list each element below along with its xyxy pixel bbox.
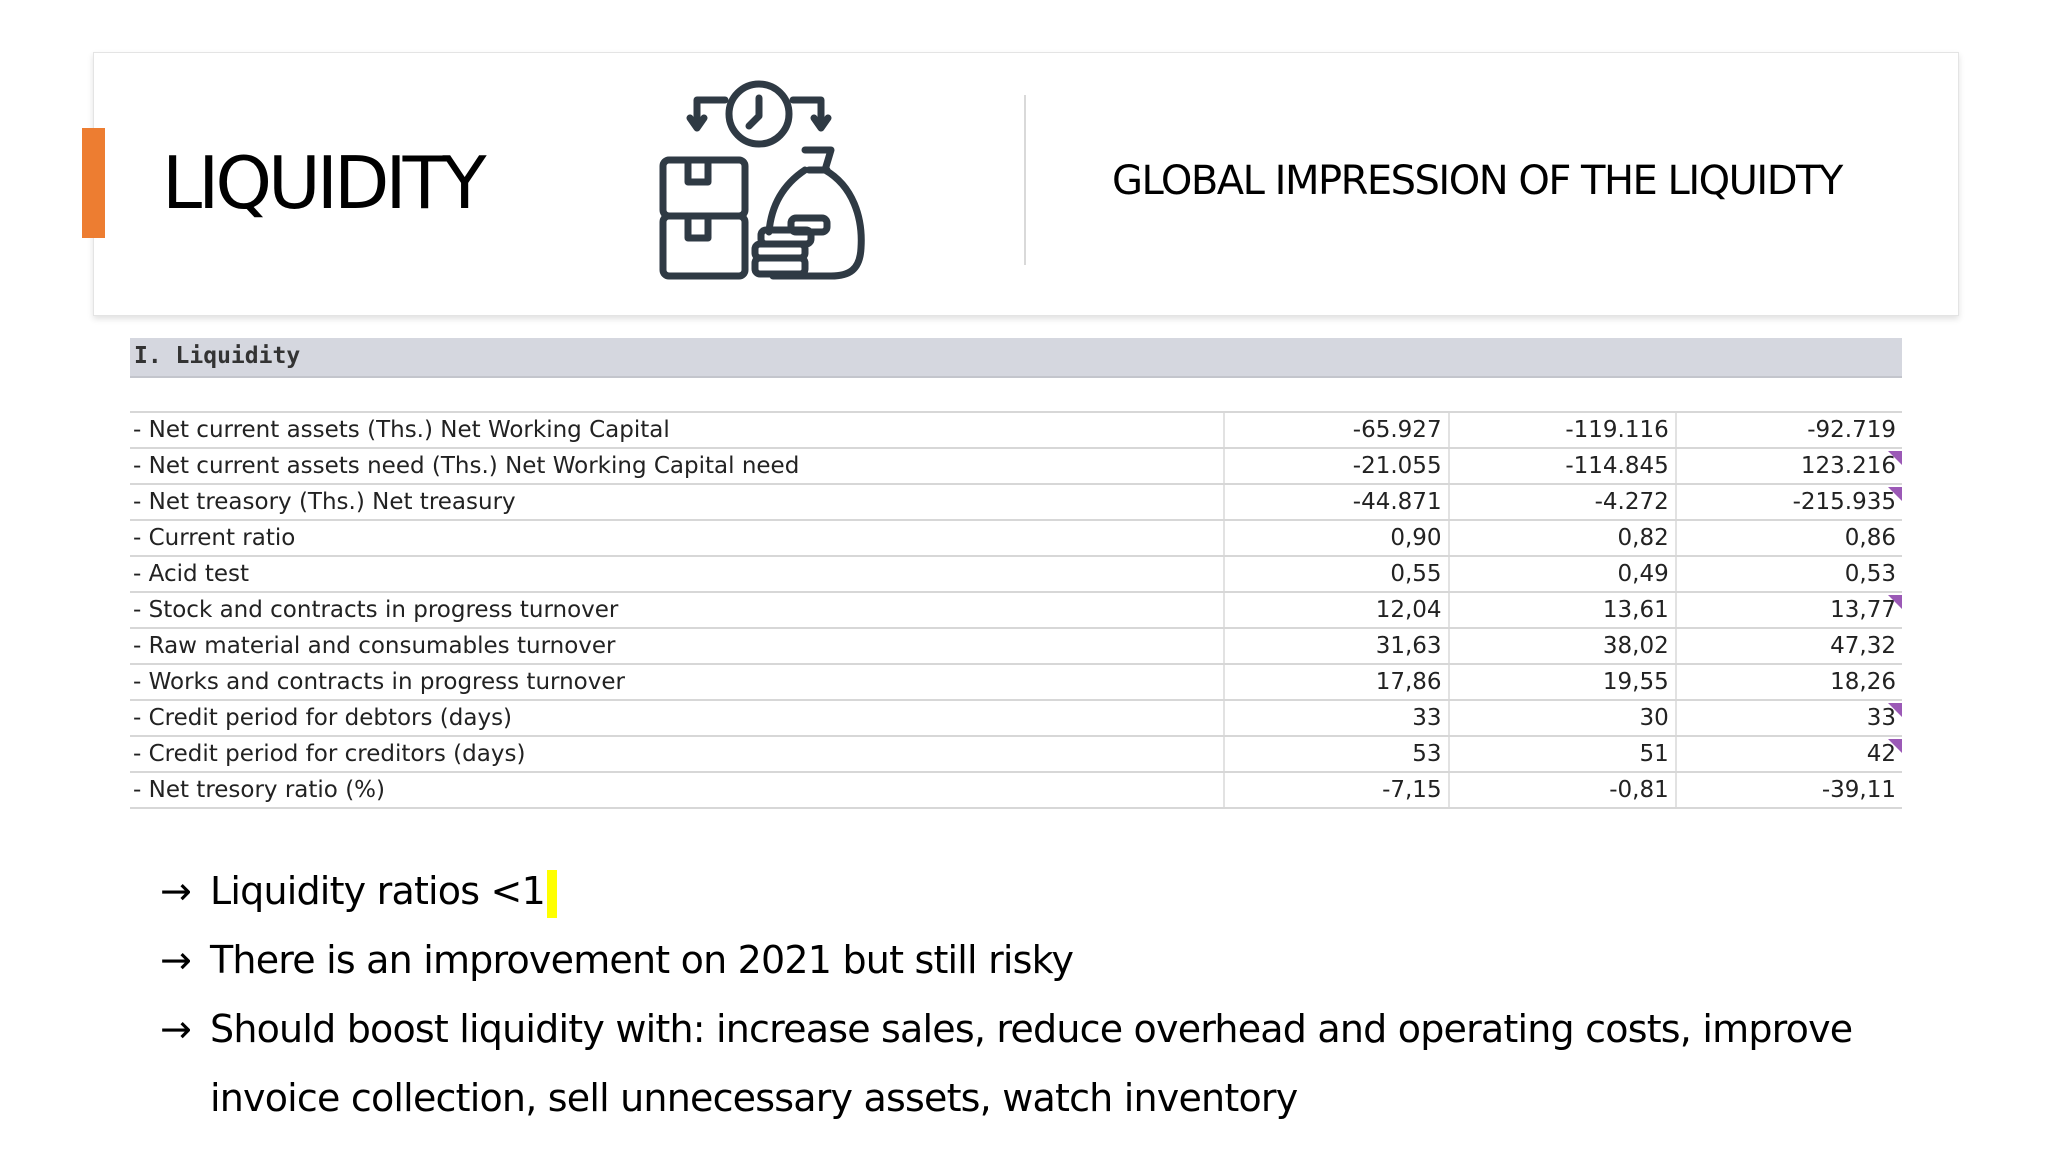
- table-row: [130, 448, 1902, 484]
- value-cell: [1676, 628, 1902, 664]
- row-label: - Stock and contracts in progress turnover: [130, 592, 1224, 628]
- value-cell: [1449, 772, 1676, 808]
- row-label: - Credit period for creditors (days): [130, 736, 1224, 772]
- table-row: [130, 520, 1902, 556]
- cell-value: 51: [1639, 741, 1669, 767]
- cell-value: 31,63: [1375, 633, 1442, 659]
- cell-value: -119.116: [1565, 417, 1669, 443]
- cell-value: 0,86: [1844, 525, 1896, 551]
- cell-value: -4.272: [1594, 489, 1669, 515]
- value-cell: [1676, 520, 1902, 556]
- cell-value: -114.845: [1565, 453, 1669, 479]
- value-cell: [1224, 772, 1449, 808]
- table-row: [130, 772, 1902, 808]
- row-label: - Net tresory ratio (%): [130, 772, 1224, 808]
- cell-value: 33: [1412, 705, 1442, 731]
- cell-value: 18,26: [1830, 669, 1896, 695]
- row-label: - Acid test: [130, 556, 1224, 592]
- value-cell: [1224, 628, 1449, 664]
- cell-value: 17,86: [1375, 669, 1442, 695]
- cell-value: 12,04: [1375, 597, 1442, 623]
- row-label: - Credit period for debtors (days): [130, 700, 1224, 736]
- liquidity-table: [130, 411, 1902, 809]
- row-label: - Net current assets need (Ths.) Net Working Capital need: [130, 448, 1224, 484]
- cell-value: 13,77: [1830, 597, 1896, 623]
- cell-value: -39,11: [1821, 777, 1896, 803]
- table-row: [130, 700, 1902, 736]
- table-row: [130, 556, 1902, 592]
- section-title: I. Liquidity: [134, 343, 301, 369]
- bullet-item: [160, 995, 1920, 1133]
- header-divider: [1024, 95, 1026, 265]
- arrow-right-icon: →: [160, 1007, 192, 1051]
- value-cell: [1676, 592, 1902, 628]
- row-label: - Net current assets (Ths.) Net Working Capital: [130, 412, 1224, 448]
- table-row: [130, 628, 1902, 664]
- accent-bar: [82, 128, 105, 238]
- text-cursor-highlight: [547, 870, 557, 918]
- cell-value: -215.935: [1792, 489, 1896, 515]
- cell-value: -0,81: [1609, 777, 1669, 803]
- cell-value: 30: [1639, 705, 1669, 731]
- cell-value: 38,02: [1602, 633, 1669, 659]
- value-cell: [1449, 520, 1676, 556]
- liquidity-boxes-money-bag-icon: [655, 78, 867, 283]
- value-cell: [1449, 592, 1676, 628]
- comment-flag-icon: [1888, 703, 1902, 717]
- value-cell: [1449, 448, 1676, 484]
- row-label: - Net treasory (Ths.) Net treasury: [130, 484, 1224, 520]
- comment-flag-icon: [1888, 739, 1902, 753]
- row-label: - Current ratio: [130, 520, 1224, 556]
- value-cell: [1449, 664, 1676, 700]
- value-cell: [1224, 448, 1449, 484]
- cell-value: 33: [1866, 705, 1896, 731]
- value-cell: [1224, 592, 1449, 628]
- cell-value: 123.216: [1800, 453, 1896, 479]
- value-cell: [1449, 556, 1676, 592]
- cell-value: 0,90: [1390, 525, 1442, 551]
- row-label: - Works and contracts in progress turnover: [130, 664, 1224, 700]
- value-cell: [1449, 736, 1676, 772]
- header-subtitle: GLOBAL IMPRESSION OF THE LIQUIDTY: [1112, 158, 1842, 204]
- value-cell: [1676, 772, 1902, 808]
- cell-value: 13,61: [1602, 597, 1669, 623]
- bullet-item: [160, 926, 1920, 995]
- cell-value: 0,53: [1844, 561, 1896, 587]
- cell-value: 53: [1412, 741, 1442, 767]
- value-cell: [1449, 700, 1676, 736]
- table-row: [130, 412, 1902, 448]
- cell-value: 19,55: [1602, 669, 1669, 695]
- arrow-right-icon: →: [160, 938, 192, 982]
- cell-value: -7,15: [1382, 777, 1442, 803]
- value-cell: [1224, 412, 1449, 448]
- value-cell: [1224, 556, 1449, 592]
- table-row: [130, 484, 1902, 520]
- value-cell: [1676, 412, 1902, 448]
- bullet-text: Should boost liquidity with: increase sales, reduce overhead and operating costs, improve invoice collection, sell unnecessary assets, watch inventory: [210, 1007, 1853, 1120]
- value-cell: [1676, 664, 1902, 700]
- cell-value: 0,49: [1617, 561, 1669, 587]
- table-row: [130, 664, 1902, 700]
- cell-value: 0,55: [1390, 561, 1442, 587]
- value-cell: [1676, 484, 1902, 520]
- cell-value: -65.927: [1352, 417, 1442, 443]
- bullet-text: There is an improvement on 2021 but still risky: [210, 938, 1074, 982]
- bullet-list: [160, 857, 1920, 1133]
- comment-flag-icon: [1888, 451, 1902, 465]
- page-title: LIQUIDITY: [162, 141, 483, 225]
- value-cell: [1676, 448, 1902, 484]
- row-label: - Raw material and consumables turnover: [130, 628, 1224, 664]
- value-cell: [1676, 736, 1902, 772]
- bullet-item: [160, 857, 1920, 926]
- cell-value: 47,32: [1830, 633, 1896, 659]
- cell-value: -44.871: [1352, 489, 1442, 515]
- bullet-text: Liquidity ratios <1: [210, 869, 545, 913]
- value-cell: [1224, 700, 1449, 736]
- cell-value: -21.055: [1352, 453, 1442, 479]
- value-cell: [1224, 664, 1449, 700]
- comment-flag-icon: [1888, 487, 1902, 501]
- value-cell: [1449, 484, 1676, 520]
- value-cell: [1449, 412, 1676, 448]
- table-row: [130, 736, 1902, 772]
- table-row: [130, 592, 1902, 628]
- value-cell: [1224, 736, 1449, 772]
- value-cell: [1449, 628, 1676, 664]
- arrow-right-icon: →: [160, 869, 192, 913]
- comment-flag-icon: [1888, 595, 1902, 609]
- cell-value: 42: [1866, 741, 1896, 767]
- value-cell: [1224, 484, 1449, 520]
- cell-value: 0,82: [1617, 525, 1669, 551]
- value-cell: [1676, 556, 1902, 592]
- value-cell: [1676, 700, 1902, 736]
- value-cell: [1224, 520, 1449, 556]
- cell-value: -92.719: [1807, 417, 1896, 443]
- section-header: [130, 338, 1902, 378]
